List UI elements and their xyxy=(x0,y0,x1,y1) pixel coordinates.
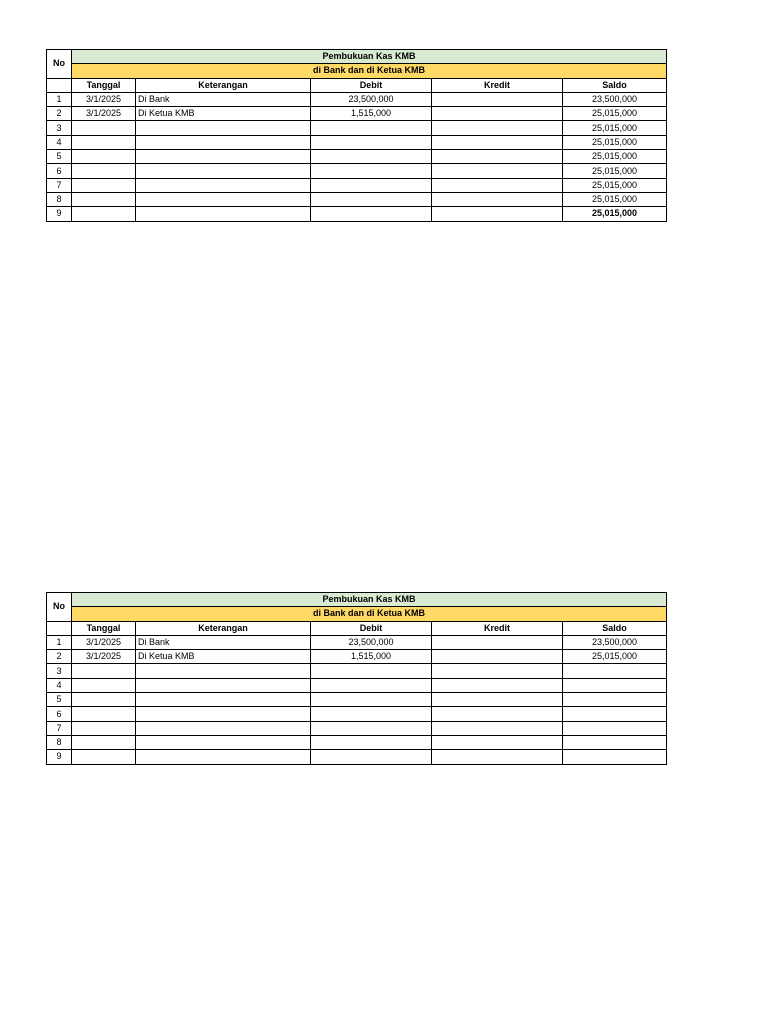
tanggal-cell[interactable]: 3/1/2025 xyxy=(72,635,136,649)
no-cell[interactable]: 7 xyxy=(47,178,72,192)
table-row xyxy=(47,635,667,649)
saldo-cell[interactable] xyxy=(563,707,667,721)
table-row xyxy=(47,664,667,678)
kredit-cell[interactable] xyxy=(432,164,563,178)
saldo-cell[interactable]: 25,015,000 xyxy=(563,192,667,206)
saldo-cell[interactable] xyxy=(563,750,667,764)
keterangan-cell[interactable]: Di Bank xyxy=(136,635,311,649)
kredit-cell[interactable] xyxy=(432,135,563,149)
ledger-2-rows xyxy=(47,635,667,764)
ledger-title: Pembukuan Kas KMB xyxy=(72,593,667,607)
no-header-blank xyxy=(47,621,72,635)
keterangan-cell[interactable] xyxy=(136,207,311,221)
no-cell[interactable]: 9 xyxy=(47,207,72,221)
kredit-cell[interactable] xyxy=(432,693,563,707)
tanggal-header: Tanggal xyxy=(72,621,136,635)
tanggal-cell[interactable] xyxy=(72,135,136,149)
keterangan-cell[interactable]: Di Ketua KMB xyxy=(136,650,311,664)
no-cell[interactable]: 7 xyxy=(47,721,72,735)
table-row xyxy=(47,92,667,106)
tanggal-cell[interactable] xyxy=(72,735,136,749)
keterangan-cell[interactable] xyxy=(136,721,311,735)
keterangan-cell[interactable] xyxy=(136,150,311,164)
debit-cell[interactable]: 23,500,000 xyxy=(311,92,432,106)
kredit-cell[interactable] xyxy=(432,121,563,135)
tanggal-cell[interactable] xyxy=(72,693,136,707)
saldo-cell[interactable]: 25,015,000 xyxy=(563,135,667,149)
kredit-cell[interactable] xyxy=(432,735,563,749)
no-cell[interactable]: 8 xyxy=(47,735,72,749)
tanggal-cell[interactable] xyxy=(72,707,136,721)
tanggal-cell[interactable] xyxy=(72,750,136,764)
kredit-cell[interactable] xyxy=(432,192,563,206)
tanggal-cell[interactable] xyxy=(72,192,136,206)
table-row xyxy=(47,150,667,164)
ledger-1-rows xyxy=(47,92,667,221)
keterangan-cell[interactable] xyxy=(136,750,311,764)
keterangan-cell[interactable] xyxy=(136,135,311,149)
kredit-cell[interactable] xyxy=(432,750,563,764)
tanggal-cell[interactable] xyxy=(72,721,136,735)
no-cell[interactable]: 6 xyxy=(47,164,72,178)
table-row xyxy=(47,135,667,149)
debit-cell[interactable] xyxy=(311,178,432,192)
debit-cell[interactable] xyxy=(311,135,432,149)
table-row xyxy=(47,735,667,749)
kredit-cell[interactable] xyxy=(432,92,563,106)
kredit-cell[interactable] xyxy=(432,178,563,192)
no-cell[interactable]: 4 xyxy=(47,678,72,692)
saldo-cell[interactable] xyxy=(563,693,667,707)
debit-cell[interactable]: 1,515,000 xyxy=(311,650,432,664)
debit-cell[interactable] xyxy=(311,750,432,764)
debit-cell[interactable]: 23,500,000 xyxy=(311,635,432,649)
saldo-cell[interactable]: 25,015,000 xyxy=(563,650,667,664)
ledger-subtitle: di Bank dan di Ketua KMB xyxy=(72,607,667,621)
no-cell[interactable]: 3 xyxy=(47,121,72,135)
no-header: No xyxy=(47,50,72,79)
table-row xyxy=(47,707,667,721)
tanggal-cell[interactable]: 3/1/2025 xyxy=(72,92,136,106)
table-row xyxy=(47,178,667,192)
table-row xyxy=(47,164,667,178)
debit-cell[interactable] xyxy=(311,735,432,749)
no-cell[interactable]: 4 xyxy=(47,135,72,149)
keterangan-cell[interactable] xyxy=(136,121,311,135)
keterangan-cell[interactable] xyxy=(136,164,311,178)
kredit-cell[interactable] xyxy=(432,664,563,678)
tanggal-cell[interactable] xyxy=(72,150,136,164)
no-header-blank xyxy=(47,78,72,92)
no-cell[interactable]: 1 xyxy=(47,92,72,106)
table-row xyxy=(47,750,667,764)
kredit-cell[interactable] xyxy=(432,635,563,649)
ledger-table-2 xyxy=(46,592,667,765)
no-cell[interactable]: 5 xyxy=(47,693,72,707)
no-cell[interactable]: 1 xyxy=(47,635,72,649)
debit-cell[interactable] xyxy=(311,207,432,221)
keterangan-cell[interactable] xyxy=(136,693,311,707)
tanggal-header: Tanggal xyxy=(72,78,136,92)
saldo-cell[interactable] xyxy=(563,664,667,678)
kredit-cell[interactable] xyxy=(432,707,563,721)
debit-cell[interactable] xyxy=(311,121,432,135)
tanggal-cell[interactable] xyxy=(72,178,136,192)
tanggal-cell[interactable] xyxy=(72,207,136,221)
saldo-header: Saldo xyxy=(563,78,667,92)
table-row xyxy=(47,721,667,735)
saldo-cell[interactable]: 25,015,000 xyxy=(563,164,667,178)
keterangan-cell[interactable] xyxy=(136,192,311,206)
no-cell[interactable]: 2 xyxy=(47,107,72,121)
ledger-title: Pembukuan Kas KMB xyxy=(72,50,667,64)
tanggal-cell[interactable] xyxy=(72,664,136,678)
debit-cell[interactable] xyxy=(311,707,432,721)
tanggal-cell[interactable] xyxy=(72,678,136,692)
tanggal-cell[interactable] xyxy=(72,121,136,135)
keterangan-cell[interactable] xyxy=(136,707,311,721)
no-cell[interactable]: 9 xyxy=(47,750,72,764)
debit-cell[interactable] xyxy=(311,164,432,178)
kredit-header: Kredit xyxy=(432,78,563,92)
kredit-cell[interactable] xyxy=(432,650,563,664)
keterangan-cell[interactable] xyxy=(136,678,311,692)
debit-cell[interactable] xyxy=(311,150,432,164)
saldo-cell[interactable] xyxy=(563,721,667,735)
saldo-cell[interactable] xyxy=(563,678,667,692)
table-row xyxy=(47,192,667,206)
saldo-cell[interactable]: 25,015,000 xyxy=(563,121,667,135)
keterangan-header: Keterangan xyxy=(136,78,311,92)
no-cell[interactable]: 2 xyxy=(47,650,72,664)
saldo-cell[interactable]: 25,015,000 xyxy=(563,207,667,221)
debit-header: Debit xyxy=(311,621,432,635)
table-row xyxy=(47,650,667,664)
no-cell[interactable]: 3 xyxy=(47,664,72,678)
tanggal-cell[interactable] xyxy=(72,164,136,178)
keterangan-header: Keterangan xyxy=(136,621,311,635)
no-cell[interactable]: 8 xyxy=(47,192,72,206)
tanggal-cell[interactable]: 3/1/2025 xyxy=(72,650,136,664)
keterangan-cell[interactable] xyxy=(136,664,311,678)
kredit-cell[interactable] xyxy=(432,678,563,692)
saldo-cell[interactable]: 23,500,000 xyxy=(563,92,667,106)
kredit-cell[interactable] xyxy=(432,721,563,735)
keterangan-cell[interactable] xyxy=(136,178,311,192)
debit-cell[interactable] xyxy=(311,693,432,707)
saldo-header: Saldo xyxy=(563,621,667,635)
no-header: No xyxy=(47,593,72,622)
tanggal-cell[interactable]: 3/1/2025 xyxy=(72,107,136,121)
no-cell[interactable]: 6 xyxy=(47,707,72,721)
kredit-cell[interactable] xyxy=(432,150,563,164)
table-row xyxy=(47,678,667,692)
debit-header: Debit xyxy=(311,78,432,92)
keterangan-cell[interactable]: Di Ketua KMB xyxy=(136,107,311,121)
debit-cell[interactable]: 1,515,000 xyxy=(311,107,432,121)
keterangan-cell[interactable]: Di Bank xyxy=(136,92,311,106)
keterangan-cell[interactable] xyxy=(136,735,311,749)
table-row xyxy=(47,693,667,707)
debit-cell[interactable] xyxy=(311,192,432,206)
kredit-cell[interactable] xyxy=(432,207,563,221)
saldo-cell[interactable]: 23,500,000 xyxy=(563,635,667,649)
ledger-table-1 xyxy=(46,49,667,222)
table-row xyxy=(47,107,667,121)
debit-cell[interactable] xyxy=(311,664,432,678)
saldo-cell[interactable]: 25,015,000 xyxy=(563,150,667,164)
saldo-cell[interactable]: 25,015,000 xyxy=(563,178,667,192)
kredit-cell[interactable] xyxy=(432,107,563,121)
ledger-subtitle: di Bank dan di Ketua KMB xyxy=(72,64,667,78)
table-row xyxy=(47,121,667,135)
saldo-cell[interactable] xyxy=(563,735,667,749)
no-cell[interactable]: 5 xyxy=(47,150,72,164)
saldo-cell[interactable]: 25,015,000 xyxy=(563,107,667,121)
table-row xyxy=(47,207,667,221)
debit-cell[interactable] xyxy=(311,721,432,735)
kredit-header: Kredit xyxy=(432,621,563,635)
debit-cell[interactable] xyxy=(311,678,432,692)
